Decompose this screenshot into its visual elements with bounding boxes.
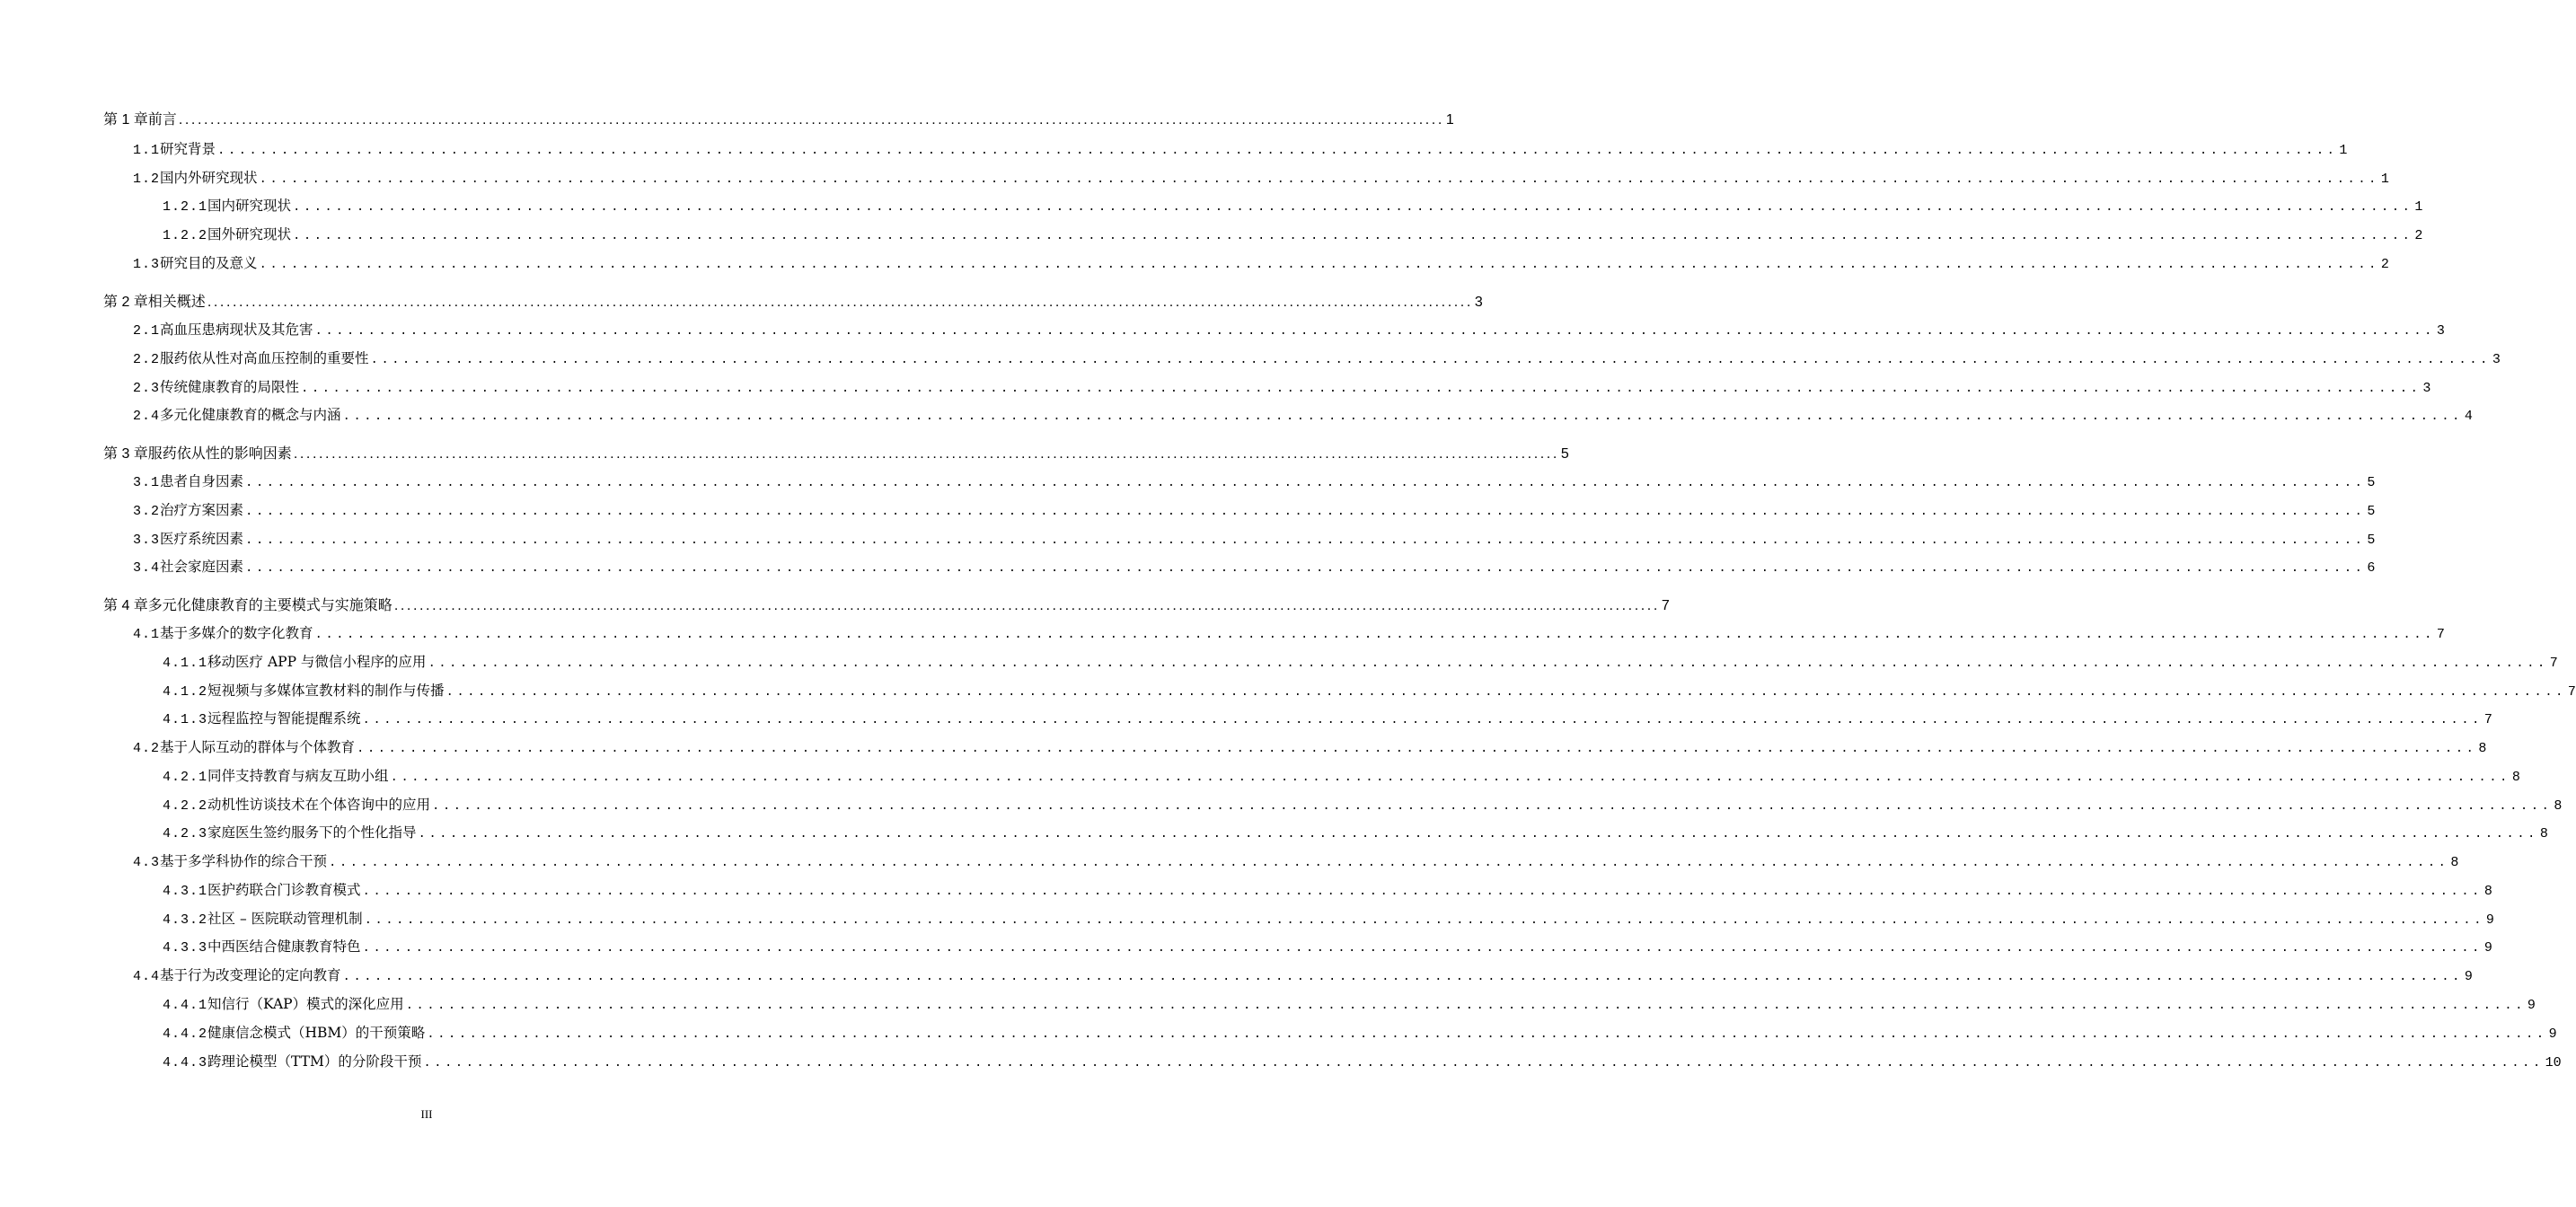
toc-number: 4.1.2 xyxy=(163,684,208,700)
toc-entry-section[interactable] xyxy=(0,525,2376,551)
toc-number: 4.1.1 xyxy=(163,656,208,671)
toc-entry-subsection[interactable] xyxy=(0,905,2494,930)
toc-page-number: 8 xyxy=(2539,826,2548,841)
toc-entry-section[interactable] xyxy=(0,468,2376,493)
toc-page-number: 8 xyxy=(2478,741,2487,756)
toc-entry-section[interactable] xyxy=(0,848,2459,873)
toc-title: 基于人际互动的群体与个体教育 xyxy=(160,739,356,755)
toc-page-number: 7 xyxy=(2567,684,2576,700)
toc-number: 第 2 章 xyxy=(103,294,148,310)
toc-leader: ........................................................................................................................................................................................................ xyxy=(245,476,2366,490)
toc-title: 相关概述 xyxy=(147,294,206,310)
toc-number: 第 4 章 xyxy=(103,597,148,613)
toc-number: 4.3.1 xyxy=(163,884,208,899)
toc-title: 研究目的及意义 xyxy=(160,255,258,271)
toc-title: 基于多学科协作的综合干预 xyxy=(160,853,328,869)
toc-number: 3.4 xyxy=(133,560,161,576)
toc-number: 1.2.2 xyxy=(163,228,208,243)
toc-entry-section[interactable] xyxy=(0,345,2501,370)
toc-title: 患者自身因素 xyxy=(160,473,244,489)
toc-page-number: 9 xyxy=(2485,912,2494,928)
toc-entry-section[interactable] xyxy=(0,620,2445,645)
toc-number: 1.2 xyxy=(133,172,161,187)
toc-title: 跨理论模型（TTM）的分阶段干预 xyxy=(207,1053,422,1070)
toc-leader: ........................................................................................................................................................................................................ xyxy=(342,970,2463,984)
toc-number: 2.2 xyxy=(133,352,161,367)
toc-leader: ........................................................................................................................................................................................................ xyxy=(446,685,2566,700)
toc-page-number: 4 xyxy=(2464,409,2473,424)
toc-page-number: 8 xyxy=(2554,798,2563,814)
toc-title: 国内研究现状 xyxy=(207,198,292,214)
toc-leader: ........................................................................................................................................................................................................ xyxy=(362,713,2483,727)
toc-leader: ........................................................................................................................................................................................................ xyxy=(314,628,2435,642)
toc-page-number: 1 xyxy=(1445,111,1454,128)
toc-leader: ........................................................................................................................................................................................................ xyxy=(329,856,2449,870)
toc-title: 基于多媒介的数字化教育 xyxy=(160,625,313,641)
toc-entry-chapter[interactable] xyxy=(0,439,1569,464)
toc-leader: ........................................................................................................................................................................................................ xyxy=(245,533,2366,548)
toc-leader: ........................................................................................................................................................................................................ xyxy=(390,771,2510,785)
toc-number: 4.3.3 xyxy=(163,940,208,956)
toc-title: 知信行（KAP）模式的深化应用 xyxy=(207,996,404,1012)
toc-page-number: 3 xyxy=(2492,352,2501,367)
toc-entry-section[interactable] xyxy=(0,316,2445,341)
toc-leader: ........................................................................................................................................................................................................ xyxy=(217,144,2338,158)
toc-title: 研究背景 xyxy=(160,141,216,157)
toc-number: 第 1 章 xyxy=(103,111,148,128)
toc-number: 3.3 xyxy=(133,533,161,548)
toc-page-number: 5 xyxy=(2367,533,2376,548)
toc-leader: ........................................................................................................................................................................................................ xyxy=(364,913,2484,928)
toc-page-number: 7 xyxy=(2549,656,2558,671)
toc-entry-subsection[interactable] xyxy=(0,1019,2557,1044)
toc-title: 国外研究现状 xyxy=(207,226,292,242)
toc-number: 4.3.2 xyxy=(163,912,208,928)
toc-title: 高血压患病现状及其危害 xyxy=(160,322,313,338)
toc-leader: ........................................................................................................................................................................................................ xyxy=(245,561,2366,576)
toc-leader: ........................................................................................................................................................................................................ xyxy=(405,999,2526,1013)
toc-leader: ........................................................................................................................................................................................................ xyxy=(293,229,2413,243)
toc-entry-subsection[interactable] xyxy=(0,221,2423,246)
toc-leader: ........................................................................................................................................................................................................ xyxy=(245,505,2366,519)
toc-entry-section[interactable] xyxy=(0,401,2473,427)
toc-title: 服药依从性对高血压控制的重要性 xyxy=(160,350,369,366)
toc-entry-chapter[interactable] xyxy=(0,287,1483,313)
toc-page-number: 2 xyxy=(2414,228,2423,243)
toc-page-number: 1 xyxy=(2380,172,2389,187)
toc-entry-subsection[interactable] xyxy=(0,762,2520,788)
toc-number: 1.2.1 xyxy=(163,199,208,215)
toc-number: 3.1 xyxy=(133,475,161,490)
toc-page-number: 8 xyxy=(2450,855,2459,870)
toc-page-number: 5 xyxy=(2367,475,2376,490)
toc-title: 社区 – 医院联动管理机制 xyxy=(207,911,363,927)
toc-entry-section[interactable] xyxy=(0,250,2389,275)
toc-page-number: 9 xyxy=(2527,998,2536,1013)
toc-leader: ........................................................................................................................................................................................................ xyxy=(362,941,2483,956)
toc-number: 4.1 xyxy=(133,627,161,642)
toc-page-number: 1 xyxy=(2339,143,2348,158)
toc-page-number: 8 xyxy=(2511,770,2520,785)
toc-leader: ........................................................................................................................................................................................................ xyxy=(393,597,1660,613)
toc-entry-subsection[interactable] xyxy=(0,933,2492,958)
toc-title: 动机性访谈技术在个体咨询中的应用 xyxy=(207,797,431,813)
toc-number: 4.2.2 xyxy=(163,798,208,814)
toc-number: 4.4.1 xyxy=(163,998,208,1013)
toc-page-number: 6 xyxy=(2367,560,2376,576)
toc-leader: ........................................................................................................................................................................................................ xyxy=(259,258,2379,272)
toc-title: 医疗系统因素 xyxy=(160,531,244,547)
toc-title: 治疗方案因素 xyxy=(160,502,244,518)
toc-page-number: 9 xyxy=(2464,969,2473,984)
toc-entry-chapter[interactable] xyxy=(0,591,1670,616)
toc-number: 3.2 xyxy=(133,504,161,519)
toc-page-number: 10 xyxy=(2545,1055,2562,1070)
toc-number: 4.2.3 xyxy=(163,826,208,841)
toc-leader: ........................................................................................................................................................................................................ xyxy=(314,324,2435,339)
toc-entry-chapter[interactable] xyxy=(0,105,1454,130)
toc-page-number: 3 xyxy=(2422,381,2431,396)
toc-page-number: 2 xyxy=(2380,257,2389,272)
toc-page-number: 7 xyxy=(2436,627,2445,642)
toc-number: 1.3 xyxy=(133,257,161,272)
toc-entry-section[interactable] xyxy=(0,734,2487,759)
toc-entry-subsection[interactable] xyxy=(0,1048,2562,1073)
toc-title: 短视频与多媒体宣教材料的制作与传播 xyxy=(207,683,445,699)
toc-number: 2.4 xyxy=(133,409,161,424)
toc-entry-subsection[interactable] xyxy=(0,705,2492,730)
toc-leader: ........................................................................................................................................................................................................ xyxy=(418,827,2538,841)
toc-leader: ........................................................................................................................................................................................................ xyxy=(259,172,2379,187)
toc-number: 4.4.2 xyxy=(163,1026,208,1042)
toc-leader: ........................................................................................................................................................................................................ xyxy=(357,742,2477,756)
toc-entry-subsection[interactable] xyxy=(0,648,2558,674)
toc-title: 前言 xyxy=(147,111,177,128)
toc-title: 多元化健康教育的主要模式与实施策略 xyxy=(147,597,393,613)
toc-leader: ........................................................................................................................................................................................................ xyxy=(342,410,2463,424)
toc-leader: ........................................................................................................................................................................................................ xyxy=(293,200,2413,215)
page-footer-number: III xyxy=(420,1107,433,1121)
toc-leader: ........................................................................................................................................................................................................ xyxy=(427,1027,2547,1042)
toc-leader: ........................................................................................................................................................................................................ xyxy=(428,656,2548,671)
toc-title: 移动医疗 APP 与微信小程序的应用 xyxy=(207,654,427,670)
toc-page-number: 3 xyxy=(2436,323,2445,339)
toc-title: 医护药联合门诊教育模式 xyxy=(207,882,361,898)
toc-page-number: 5 xyxy=(2367,504,2376,519)
toc-page-number: 9 xyxy=(2483,940,2492,956)
toc-leader: ........................................................................................................................................................................................................ xyxy=(362,885,2483,899)
toc-title: 国内外研究现状 xyxy=(160,170,258,186)
toc-entry-section[interactable] xyxy=(0,164,2389,189)
toc-number: 2.3 xyxy=(133,381,161,396)
toc-entry-subsection[interactable] xyxy=(0,677,2576,702)
toc-page-number: 1 xyxy=(2414,199,2423,215)
toc-title: 同伴支持教育与病友互助小组 xyxy=(207,768,389,784)
toc-leader: ........................................................................................................................................................................................................ xyxy=(423,1056,2544,1070)
toc-number: 4.3 xyxy=(133,855,161,870)
toc-title: 服药依从性的影响因素 xyxy=(147,445,292,462)
toc-entry-subsection[interactable] xyxy=(0,991,2536,1016)
toc-title: 远程监控与智能提醒系统 xyxy=(207,710,361,727)
toc-entry-subsection[interactable] xyxy=(0,192,2423,217)
toc-page-number: 9 xyxy=(2548,1026,2557,1042)
toc-page-number: 7 xyxy=(2483,712,2492,727)
toc-entry-subsection[interactable] xyxy=(0,819,2548,844)
toc-leader: ........................................................................................................................................................................................................ xyxy=(293,445,1559,462)
toc-page-number: 8 xyxy=(2483,884,2492,899)
toc-number: 1.1 xyxy=(133,143,161,158)
toc-page-number: 3 xyxy=(1474,294,1483,310)
toc-number: 第 3 章 xyxy=(103,445,148,462)
toc-leader: ........................................................................................................................................................................................................ xyxy=(370,353,2491,367)
toc-entry-subsection[interactable] xyxy=(0,877,2492,902)
toc-title: 健康信念模式（HBM）的干预策略 xyxy=(207,1025,426,1041)
toc-number: 4.2.1 xyxy=(163,770,208,785)
toc-entry-section[interactable] xyxy=(0,553,2376,578)
toc-title: 社会家庭因素 xyxy=(160,559,244,575)
toc-entry-subsection[interactable] xyxy=(0,791,2563,816)
toc-leader: ........................................................................................................................................................................................................ xyxy=(301,382,2422,396)
toc-entry-section[interactable] xyxy=(0,136,2348,161)
toc-number: 4.1.3 xyxy=(163,712,208,727)
toc-title: 基于行为改变理论的定向教育 xyxy=(160,967,341,983)
toc-page-number: 7 xyxy=(1661,597,1670,613)
toc-title: 传统健康教育的局限性 xyxy=(160,379,300,395)
toc-page-number: 5 xyxy=(1560,445,1569,462)
toc-number: 2.1 xyxy=(133,323,161,339)
toc-title: 多元化健康教育的概念与内涵 xyxy=(160,407,341,423)
toc-entry-section[interactable] xyxy=(0,497,2376,522)
toc-number: 4.4.3 xyxy=(163,1055,208,1070)
toc-title: 中西医结合健康教育特色 xyxy=(207,938,361,955)
toc-number: 4.4 xyxy=(133,969,161,984)
toc-entry-section[interactable] xyxy=(0,374,2431,399)
toc-number: 4.2 xyxy=(133,741,161,756)
toc-leader: ........................................................................................................................................................................................................ xyxy=(207,294,1473,310)
toc-leader: ........................................................................................................................................................................................................ xyxy=(432,799,2553,814)
toc-leader: ........................................................................................................................................................................................................ xyxy=(178,111,1444,128)
toc-entry-section[interactable] xyxy=(0,962,2473,987)
toc-title: 家庭医生签约服务下的个性化指导 xyxy=(207,824,417,841)
